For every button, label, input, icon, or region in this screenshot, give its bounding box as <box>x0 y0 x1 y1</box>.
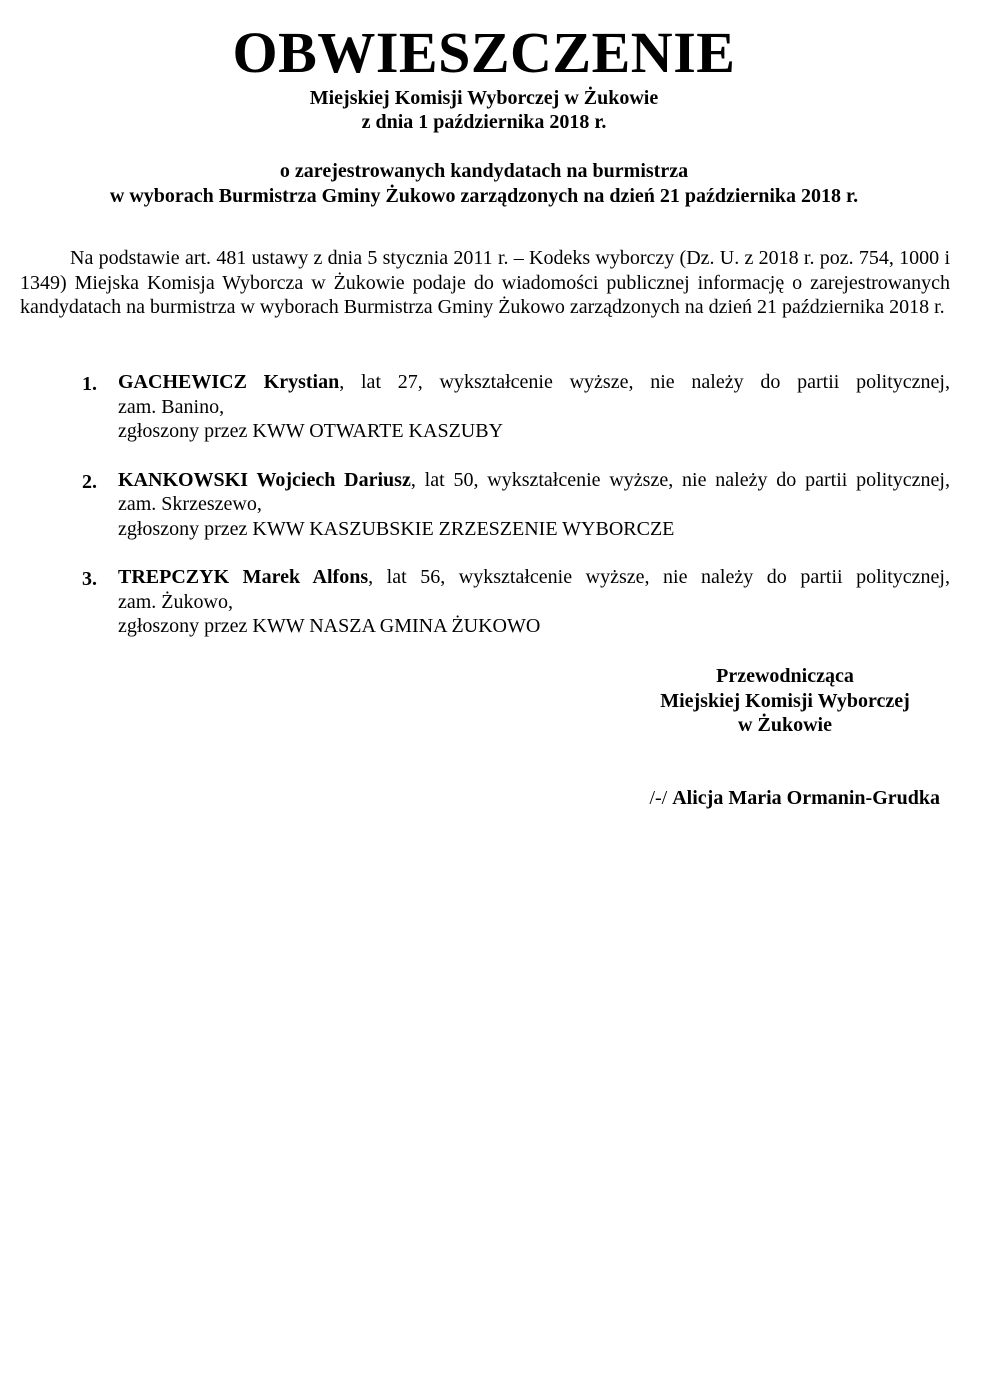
candidate-name: GACHEWICZ Krystian <box>118 371 340 393</box>
candidate-number: 1. <box>82 373 97 395</box>
candidate-item <box>78 468 950 542</box>
candidate-item <box>78 370 950 444</box>
signature-line <box>560 786 940 810</box>
chair-title-block <box>620 664 950 738</box>
signature-name: Alicja Maria Ormanin-Grudka <box>672 787 940 809</box>
candidate-number: 2. <box>82 470 97 493</box>
candidate-list <box>78 370 950 663</box>
candidate-name: KANKOWSKI Wojciech Dariusz <box>118 468 411 491</box>
candidate-nominated-by: zgłoszony przez KWW OTWARTE KASZUBY <box>118 420 504 442</box>
candidate-nominated-by: zgłoszony przez KWW KASZUBSKIE ZRZESZENIE WYBORCZE <box>118 517 675 540</box>
candidate-nominated-by: zgłoszony przez KWW NASZA GMINA ŻUKOWO <box>118 615 541 637</box>
candidate-residence: zam. Żukowo, <box>118 590 233 613</box>
chair-commission: Miejskiej Komisji Wyborczej <box>660 689 910 712</box>
candidate-details: , lat 27, wykształcenie wyższe, nie należy do partii politycznej, <box>339 371 950 393</box>
candidate-summary <box>118 565 950 590</box>
date-line: z dnia 1 października 2018 r. <box>361 111 607 133</box>
candidate-details: , lat 56, wykształcenie wyższe, nie należy do partii politycznej, <box>368 566 950 588</box>
chair-location: w Żukowie <box>738 714 832 736</box>
candidate-summary <box>118 468 950 493</box>
candidate-residence: zam. Skrzeszewo, <box>118 493 262 515</box>
candidate-details: , lat 50, wykształcenie wyższe, nie należy do partii politycznej, <box>410 468 950 491</box>
intro-paragraph: Na podstawie art. 481 ustawy z dnia 5 stycznia 2011 r. – Kodeks wyborczy (Dz. U. z 2018 r. poz. 754, 1000 i 1349) Miejska Komisja Wyborcza w Żukowie podaje do wiadomości publicznej informację o zarejestrowanych kandydatach na burmistrza w wyborach Burmistrza Gminy Żukowo zarządzonych na dzień 21 października 2018 r. <box>20 247 950 318</box>
candidate-summary <box>118 370 950 395</box>
candidate-number: 3. <box>82 568 97 590</box>
chair-role: Przewodnicząca <box>716 665 854 687</box>
candidate-residence: zam. Banino, <box>118 395 225 418</box>
issuer-line: Miejskiej Komisji Wyborczej w Żukowie <box>309 87 659 109</box>
document-title: OBWIESZCZENIE <box>232 20 736 85</box>
signature-prefix: /-/ <box>649 787 668 809</box>
subject-line-1: o zarejestrowanych kandydatach na burmistrza <box>279 160 689 182</box>
candidate-name: TREPCZYK Marek Alfons <box>118 566 369 588</box>
subject-line-2: w wyborach Burmistrza Gminy Żukowo zarządzonych na dzień 21 października 2018 r. <box>109 185 859 207</box>
candidate-item <box>78 565 950 639</box>
